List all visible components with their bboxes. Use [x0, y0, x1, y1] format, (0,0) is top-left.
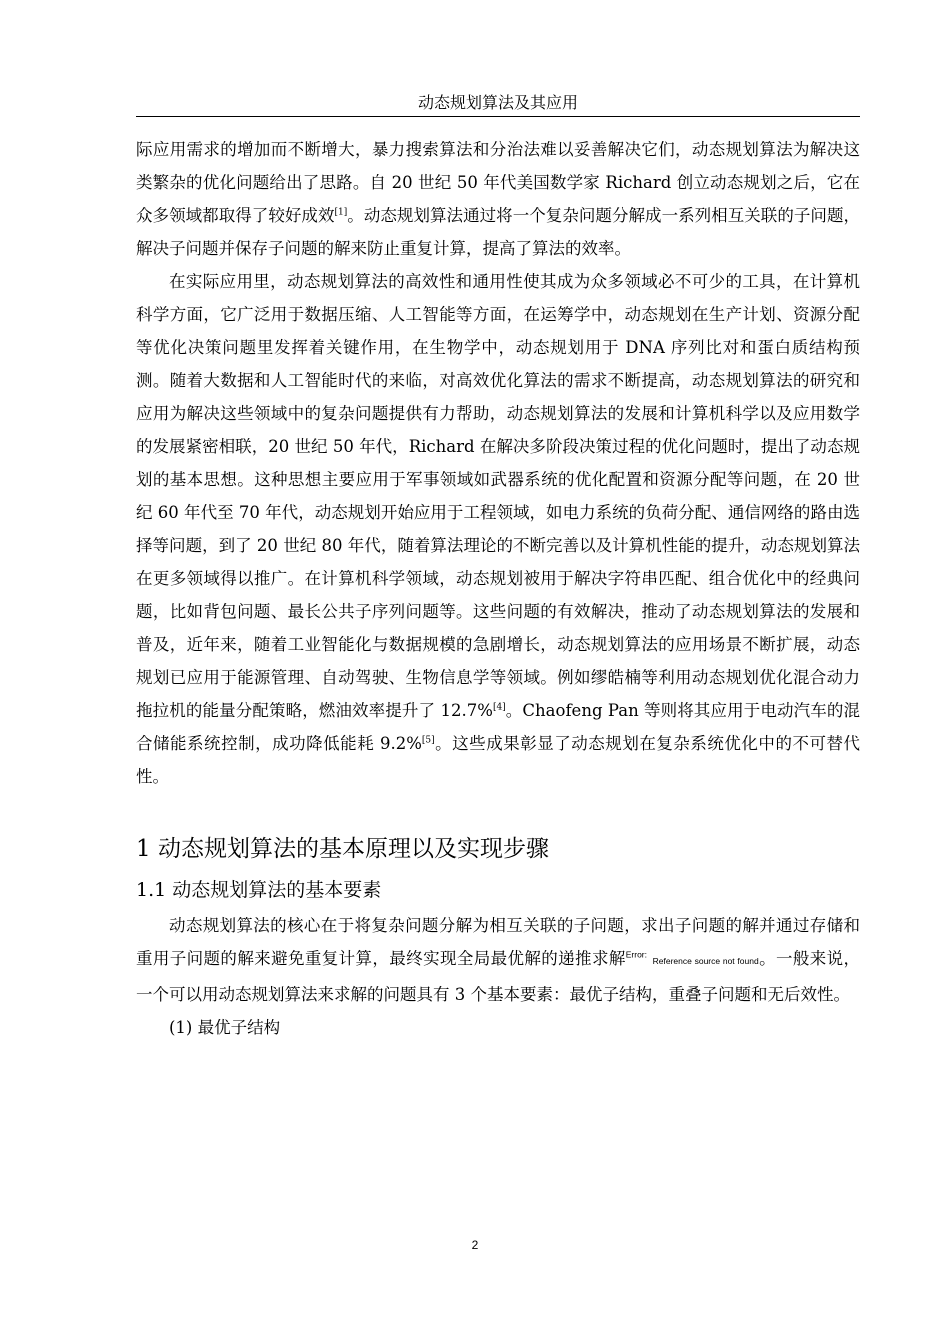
paragraph-1	[136, 133, 860, 265]
section-heading: 1 动态规划算法的基本原理以及实现步骤	[136, 836, 549, 862]
citation-4: [4]	[492, 702, 506, 713]
paragraph-3-text-b: 。一般来说，一个可以用动态规划算法来求解的问题具有 3 个基本要素：最优子结构，重叠子问题和无后效性。	[136, 949, 861, 1004]
paragraph-2-text-a: 在实际应用里，动态规划算法的高效性和通用性使其成为众多领域必不可少的工具，在计算机科学方面，它广泛用于数据压缩、人工智能等方面，在运筹学中，动态规划在生产计划、资源分配等优化决策问题里发挥着关键作用，在生物学中，动态规划用于 DNA 序列比对和蛋白质结构预测。随着大数据和人工智能时代的来临，对高效优化算法的需求不断提高，动态规划算法的研究和应用为解决这些领域中的复杂问题提供有力帮助，动态规划算法的发展和计算机科学以及应用数学的发展紧密相联，20 世纪 50 年代，Richard 在解决多阶段决策过程的优化问题时，提出了动态规划的基本思想。这种思想主要应用于军事领域如武器系统的优化配置和资源分配等问题，在 20 世纪 60 年代至 70 年代，动态规划开始应用于工程领域，如电力系统的负荷分配、通信网络的路由选择等问题，到了 20 世纪 80 年代，随着算法理论的不断完善以及计算机性能的提升，动态规划算法在更多领域得以推广。在计算机科学领域，动态规划被用于解决字符串匹配、组合优化中的经典问题，比如背包问题、最长公共子序列问题等。这些问题的有效解决，推动了动态规划算法的发展和普及，近年来，随着工业智能化与数据规模的急剧增长，动态规划算法的应用场景不断扩展，动态规划已应用于能源管理、自动驾驶、生物信息学等领域。例如缪皓楠等利用动态规划优化混合动力拖拉机的能量分配策略，燃油效率提升了 12.7%	[136, 272, 860, 720]
body-text	[136, 133, 860, 1044]
subsection-heading: 1.1 动态规划算法的基本要素	[136, 879, 382, 901]
paragraph-1-tail: 。动态规划算法通过将一个复杂问题分解成一系列相互关联的子问题，解决子问题并保存子问题的解来防止重复计算，提高了算法的效率。	[136, 206, 861, 258]
paragraph-1-text: 际应用需求的增加而不断增大，暴力搜索算法和分治法难以妥善解决它们，动态规划算法为解决这类繁杂的优化问题给出了思路。自 20 世纪 50 年代美国数学家 Richard 创立动态规划之后，它在众多领域都取得了较好成效	[136, 140, 860, 225]
list-item-optimal-substructure: (1) 最优子结构	[169, 1018, 281, 1037]
running-header: 动态规划算法及其应用	[417, 93, 578, 112]
paragraph-2-text-b: 。Chaofeng Pan 等则将其应用于电动汽车的混合储能系统控制，成功降低能耗 9.2%	[136, 701, 860, 753]
page-number: 2	[471, 1238, 479, 1252]
citation-5: [5]	[421, 735, 435, 746]
reference-error-1: Error:	[625, 949, 647, 960]
citation-1: [1]	[334, 207, 348, 218]
header-rule	[136, 116, 860, 117]
reference-error-2: Reference source not found	[652, 956, 759, 966]
paragraph-2	[136, 265, 860, 793]
paragraph-3-text-a: 动态规划算法的核心在于将复杂问题分解为相互关联的子问题，求出子问题的解并通过存储和重用子问题的解来避免重复计算，最终实现全局最优解的递推求解	[136, 916, 860, 968]
paragraph-3	[136, 909, 860, 1011]
paragraph-2-text-c: 。这些成果彰显了动态规划在复杂系统优化中的不可替代性。	[136, 734, 861, 786]
